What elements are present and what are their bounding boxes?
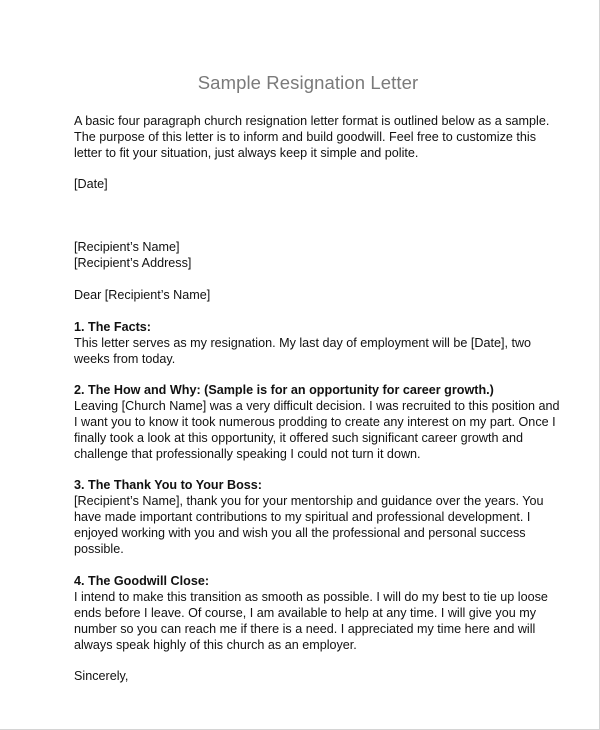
date-text: [Date] xyxy=(74,177,108,191)
date-placeholder xyxy=(74,176,544,192)
salutation xyxy=(74,287,544,303)
document-title: Sample Resignation Letter xyxy=(197,72,419,93)
section-line: always speak highly of this church as an employer. xyxy=(74,638,357,652)
salutation-text: Dear [Recipient’s Name] xyxy=(74,288,211,302)
intro-paragraph xyxy=(74,113,550,161)
intro-line: The purpose of this letter is to inform and build goodwill. Feel free to customize this xyxy=(74,130,536,144)
section-line: I intend to make this transition as smooth as possible. I will do my best to tie up loose xyxy=(74,590,548,604)
section-line: I want you to know it took numerous prodding to create any interest on my part. Once I xyxy=(74,415,556,429)
section-line: finally took a look at this opportunity, it offered such significant career growth and xyxy=(74,431,523,445)
closing-text: Sincerely, xyxy=(74,669,129,683)
recipient-block xyxy=(74,239,544,271)
closing xyxy=(74,668,544,684)
section-line: [Recipient’s Name], thank you for your mentorship and guidance over the years. You xyxy=(74,494,544,508)
section-line: ends before I leave. Of course, I am available to help at any time. I will give you my xyxy=(74,606,536,620)
intro-line: letter to fit your situation, just always keep it simple and polite. xyxy=(74,146,419,160)
section-line: Leaving [Church Name] was a very difficult decision. I was recruited to this position and xyxy=(74,399,560,413)
section-goodwill-close xyxy=(74,573,548,653)
section-facts xyxy=(74,319,544,367)
section-heading: 2. The How and Why: (Sample is for an opportunity for career growth.) xyxy=(74,383,494,397)
section-thank-you xyxy=(74,477,544,557)
section-line: number so you can reach me if there is a need. I appreciated my time here and will xyxy=(74,622,536,636)
section-line: have made important contributions to my spiritual and professional development. I xyxy=(74,510,531,524)
recipient-name: [Recipient’s Name] xyxy=(74,240,180,254)
section-line: weeks from today. xyxy=(74,352,176,366)
section-heading: 1. The Facts: xyxy=(74,320,151,334)
section-line: possible. xyxy=(74,542,124,556)
recipient-address: [Recipient’s Address] xyxy=(74,256,192,270)
intro-line: A basic four paragraph church resignation letter format is outlined below as a sample. xyxy=(74,114,550,128)
section-line: This letter serves as my resignation. My last day of employment will be [Date], two xyxy=(74,336,532,350)
section-line: enjoyed working with you and wish you all the professional and personal success xyxy=(74,526,526,540)
section-heading: 4. The Goodwill Close: xyxy=(74,574,210,588)
section-heading: 3. The Thank You to Your Boss: xyxy=(74,478,262,492)
section-how-and-why xyxy=(74,382,560,462)
section-line: challenge that professionally speaking I could not turn it down. xyxy=(74,447,421,461)
